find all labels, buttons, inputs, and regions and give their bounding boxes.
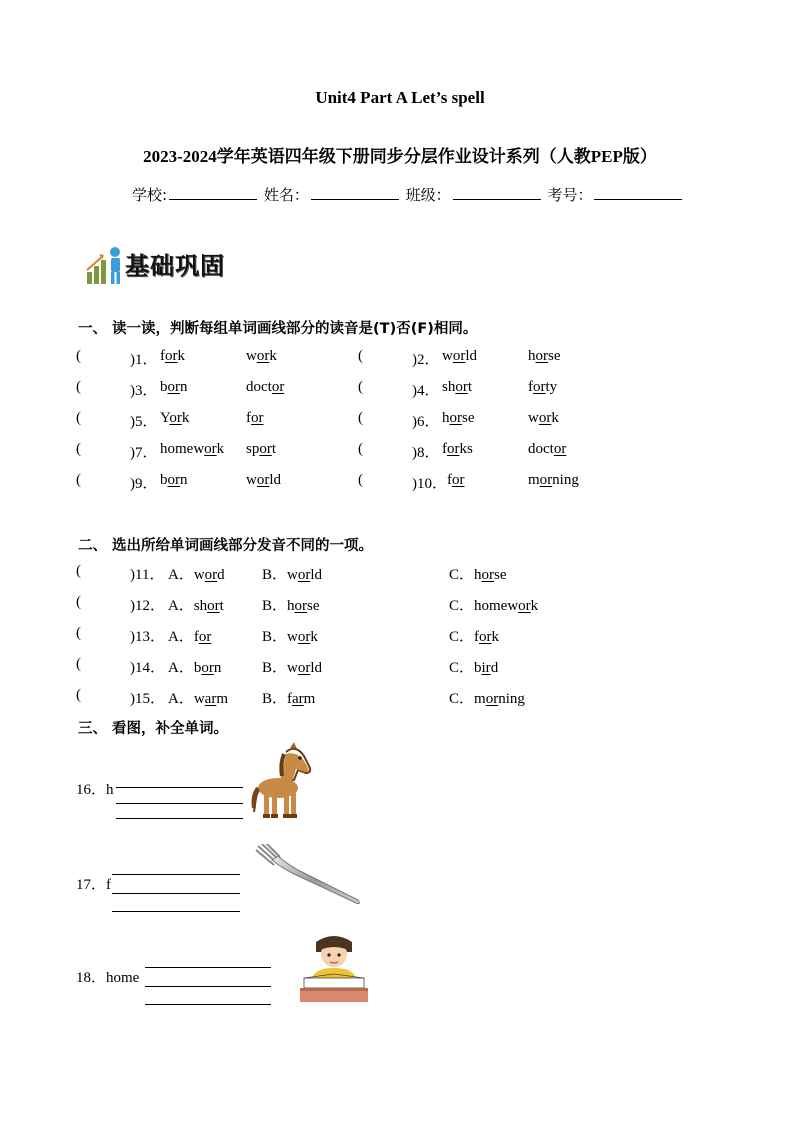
q13-number: )13．	[130, 629, 165, 645]
q10-word2: morning	[528, 472, 579, 488]
q10-word1: for	[447, 472, 465, 488]
q5-word2: for	[246, 410, 264, 426]
fork-image	[254, 844, 364, 908]
info-line	[132, 184, 684, 205]
page-subtitle: 2023-2024学年英语四年级下册同步分层作业设计系列（人教PEP版）	[143, 147, 657, 166]
q15-option-a[interactable]: A．warm	[168, 691, 228, 707]
name-label: 姓名：	[263, 186, 309, 204]
q13-option-b[interactable]: B．work	[262, 629, 318, 645]
class-field[interactable]	[453, 185, 541, 200]
answer-paren-11[interactable]: (	[76, 563, 81, 579]
answer-paren-15[interactable]: (	[76, 687, 81, 703]
q4-word2: forty	[528, 379, 558, 395]
answer-paren-7[interactable]: (	[76, 441, 81, 457]
q4-number: )4．	[412, 383, 440, 399]
q17-answer-line-3[interactable]	[112, 911, 240, 912]
q6-word2: work	[528, 410, 559, 426]
q5-number: )5．	[130, 414, 158, 430]
q18-label: 18．home	[76, 970, 140, 986]
answer-paren-4[interactable]: (	[358, 379, 363, 395]
section2-heading: 二、 选出所给单词画线部分发音不同的一项。	[78, 538, 374, 554]
answer-paren-12[interactable]: (	[76, 594, 81, 610]
answer-paren-14[interactable]: (	[76, 656, 81, 672]
q15-number: )15．	[130, 691, 165, 707]
school-field[interactable]	[169, 185, 257, 200]
q8-number: )8．	[412, 445, 440, 461]
q7-word1: homework	[160, 441, 225, 457]
answer-paren-6[interactable]: (	[358, 410, 363, 426]
q16-answer-line-3[interactable]	[116, 818, 243, 819]
q9-word2: world	[246, 472, 282, 488]
q14-option-c[interactable]: C．bird	[449, 660, 499, 676]
answer-paren-9[interactable]: (	[76, 472, 81, 488]
answer-paren-13[interactable]: (	[76, 625, 81, 641]
q18-answer-line-1[interactable]	[145, 967, 271, 968]
q9-word1: born	[160, 472, 188, 488]
q1-word2: work	[246, 348, 277, 364]
q3-word1: born	[160, 379, 188, 395]
q3-word2: doctor	[246, 379, 285, 395]
q18-answer-line-2[interactable]	[145, 986, 271, 987]
q14-option-a[interactable]: A．born	[168, 660, 222, 676]
answer-paren-10[interactable]: (	[358, 472, 363, 488]
name-field[interactable]	[311, 185, 399, 200]
answer-paren-8[interactable]: (	[358, 441, 363, 457]
class-label: 班级：	[405, 186, 451, 204]
q11-option-a[interactable]: A．word	[168, 567, 225, 583]
boy-doing-homework-image	[298, 934, 370, 1004]
section1-heading: 一、 读一读，判断每组单词画线部分的读音是(T)否(F)相同。	[78, 321, 478, 337]
q3-number: )3．	[130, 383, 158, 399]
q16-answer-line-2[interactable]	[116, 803, 243, 804]
school-label: 学校:	[132, 186, 168, 204]
q12-option-a[interactable]: A．short	[168, 598, 224, 614]
q10-number: )10．	[412, 476, 447, 492]
page-title: Unit4 Part A Let’s spell	[315, 88, 485, 107]
q1-number: )1．	[130, 352, 158, 368]
q7-number: )7．	[130, 445, 158, 461]
q2-word1: world	[442, 348, 478, 364]
q15-option-b[interactable]: B．farm	[262, 691, 316, 707]
q17-answer-line-2[interactable]	[112, 893, 240, 894]
exam-number-label: 考号：	[547, 186, 593, 204]
q11-option-c[interactable]: C．horse	[449, 567, 507, 583]
answer-paren-5[interactable]: (	[76, 410, 81, 426]
section3-heading: 三、 看图，补全单词。	[78, 721, 229, 737]
q9-number: )9．	[130, 476, 158, 492]
q4-word1: short	[442, 379, 473, 395]
q13-option-c[interactable]: C．fork	[449, 629, 500, 645]
horse-image	[250, 742, 314, 820]
q16-label: 16．h	[76, 782, 114, 798]
answer-paren-1[interactable]: (	[76, 348, 81, 364]
q15-option-c[interactable]: C．morning	[449, 691, 525, 707]
q12-option-c[interactable]: C．homework	[449, 598, 539, 614]
answer-paren-2[interactable]: (	[358, 348, 363, 364]
q11-option-b[interactable]: B．world	[262, 567, 323, 583]
q14-option-b[interactable]: B．world	[262, 660, 323, 676]
q6-number: )6．	[412, 414, 440, 430]
q8-word1: forks	[442, 441, 473, 457]
q2-word2: horse	[528, 348, 561, 364]
q7-word2: sport	[246, 441, 277, 457]
q8-word2: doctor	[528, 441, 567, 457]
q16-answer-line-1[interactable]	[116, 787, 243, 788]
answer-paren-3[interactable]: (	[76, 379, 81, 395]
q14-number: )14．	[130, 660, 165, 676]
q13-option-a[interactable]: A．for	[168, 629, 212, 645]
q18-answer-line-3[interactable]	[145, 1004, 271, 1005]
q2-number: )2．	[412, 352, 440, 368]
q1-word1: fork	[160, 348, 185, 364]
q17-label: 17．f	[76, 877, 111, 893]
q12-number: )12．	[130, 598, 165, 614]
q12-option-b[interactable]: B．horse	[262, 598, 320, 614]
person-climbing-bars-icon	[85, 244, 127, 286]
basic-consolidation-badge	[85, 244, 245, 284]
q11-number: )11．	[130, 567, 165, 583]
q17-answer-line-1[interactable]	[112, 874, 240, 875]
exam-number-field[interactable]	[594, 185, 682, 200]
badge-label: 基础巩固	[125, 251, 225, 280]
q6-word1: horse	[442, 410, 475, 426]
q5-word1: York	[160, 410, 190, 426]
